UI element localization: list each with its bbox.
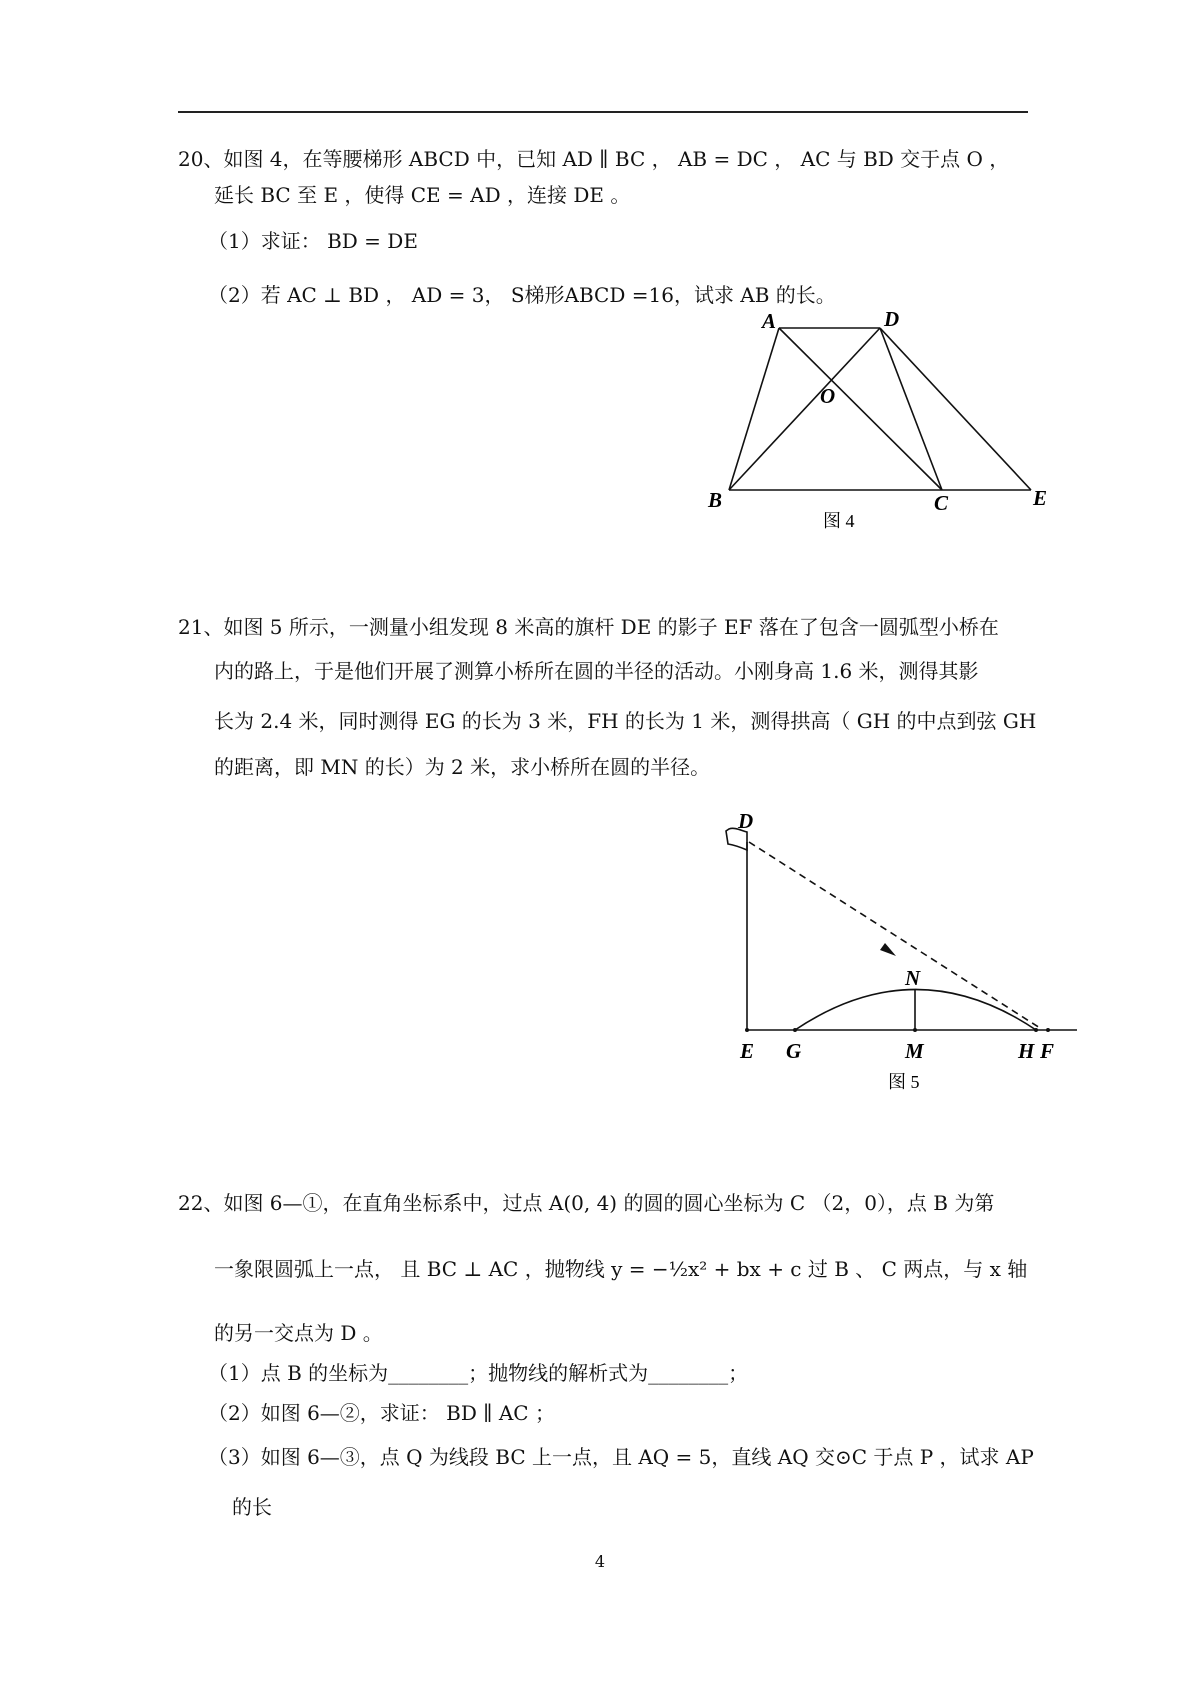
fig5-label-m: M: [905, 1039, 924, 1063]
fig5-label-g: G: [786, 1039, 802, 1063]
fig5-caption: 图 5: [888, 1072, 920, 1092]
q20-line-2: 延长 BC 至 E ，使得 CE = AD ，连接 DE 。: [214, 183, 631, 207]
fig4-label-o: O: [820, 384, 836, 408]
fig5-label-h: H: [1018, 1039, 1035, 1063]
q22-line-1: 22、如图 6—①，在直角坐标系中，过点 A(0, 4) 的圆的圆心坐标为 C （2，0），点 B 为第: [178, 1191, 995, 1215]
q22-part-1: （1）点 B 的坐标为________；抛物线的解析式为________；: [208, 1361, 749, 1385]
fig5-label-e: E: [740, 1039, 755, 1063]
q21-line-4: 的距离，即 MN 的长）为 2 米，求小桥所在圆的半径。: [214, 755, 711, 779]
q20-line-1: 20、如图 4，在等腰梯形 ABCD 中，已知 AD ∥ BC ， AB = DC ， AC 与 BD 交于点 O ，: [178, 147, 1010, 171]
q22-line-2: 一象限圆弧上一点， 且 BC ⊥ AC ，抛物线 y = −½x² + bx + c 过 B 、 C 两点，与 x 轴: [214, 1257, 1028, 1281]
fig4-label-c: C: [934, 491, 949, 515]
q22-part-3: （3）如图 6—③，点 Q 为线段 BC 上一点，且 AQ = 5，直线 AQ 交⊙C 于点 P ，试求 AP: [208, 1445, 1034, 1469]
q21-line-3: 长为 2.4 米，同时测得 EG 的长为 3 米，FH 的长为 1 米，测得拱高（ GH 的中点到弦 GH: [214, 709, 1037, 733]
shadow-arrow-icon: [880, 943, 896, 956]
fig4-label-a: A: [762, 309, 777, 333]
fig4-caption: 图 4: [823, 511, 855, 531]
figure-4: [680, 300, 1060, 535]
q20-part-2: （2）若 AC ⊥ BD ， AD = 3， S梯形ABCD =16，试求 AB 的长。: [208, 283, 836, 307]
q20-part-1: （1）求证： BD = DE: [208, 229, 418, 253]
q21-line-1: 21、如图 5 所示，一测量小组发现 8 米高的旗杆 DE 的影子 EF 落在了包含一圆弧型小桥在: [178, 615, 999, 639]
q22-part-4: 的长: [232, 1495, 272, 1519]
fig4-label-d: D: [884, 307, 900, 331]
q21-line-2: 内的路上，于是他们开展了测算小桥所在圆的半径的活动。小刚身高 1.6 米，测得其影: [214, 659, 979, 683]
page-number: 4: [594, 1552, 606, 1571]
header-rule: [178, 111, 1028, 113]
fig4-label-b: B: [708, 488, 723, 512]
fig5-label-d: D: [738, 810, 754, 833]
figure-5: [700, 810, 1080, 1100]
fig5-label-n: N: [905, 966, 921, 990]
fig5-label-f: F: [1040, 1039, 1055, 1063]
q22-line-3: 的另一交点为 D 。: [214, 1321, 383, 1345]
q22-part-2: （2）如图 6—②，求证： BD ∥ AC ；: [208, 1401, 555, 1425]
fig4-label-e: E: [1033, 486, 1048, 510]
